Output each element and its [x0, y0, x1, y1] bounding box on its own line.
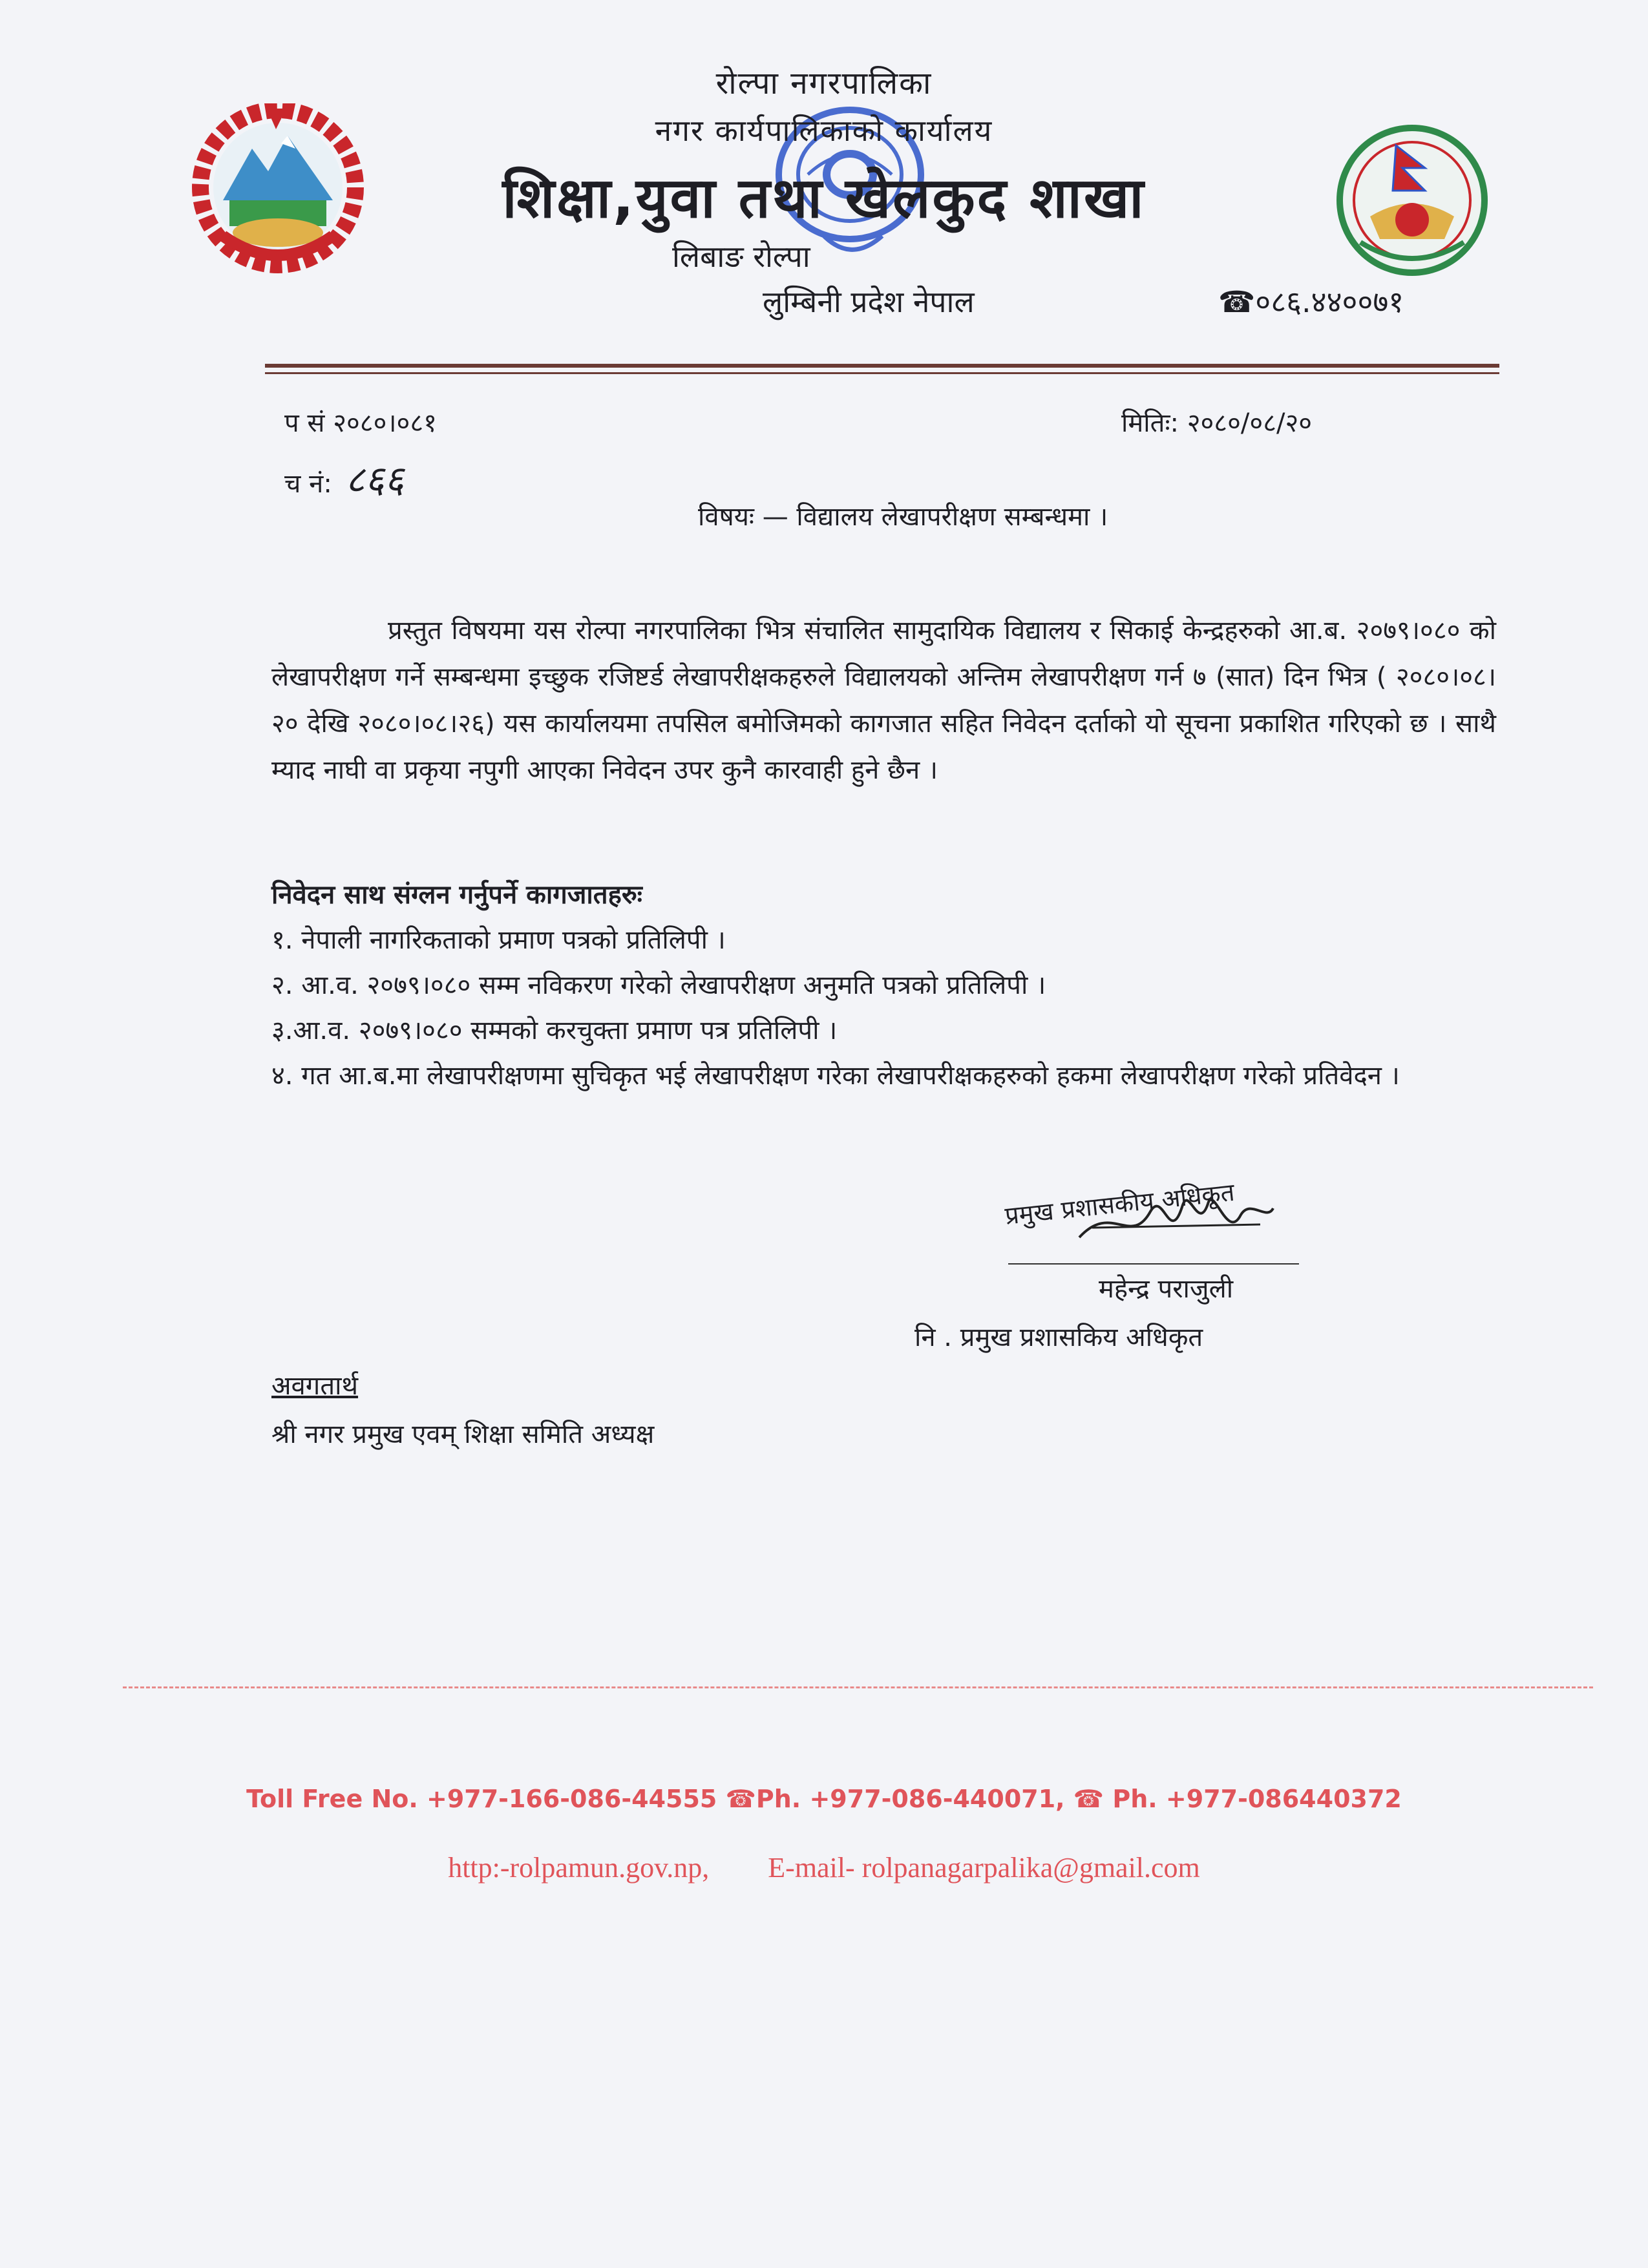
office-place: लिबाङ रोल्पा	[672, 239, 810, 274]
list-item: १. नेपाली नागरिकताको प्रमाण पत्रको प्रतिलिपी ।	[271, 925, 726, 955]
body-paragraph: प्रस्तुत विषयमा यस रोल्पा नगरपालिका भित्र संचालित सामुदायिक विद्यालय र सिकाई केन्द्रहरुको आ.ब. २०७९।०८० को लेखापरीक्षण गर्ने सम्बन्धमा इच्छुक रजिष्टर्ड लेखापरीक्षकहरुले विद्यालयको अन्तिम लेखापरीक्षण गर्न ७ (सात) दिन भित्र ( २०८०।०८।२० देखि २०८०।०८।२६) यस कार्यालयमा तपसिल बमोजिमको कागजात सहित निवेदन दर्ताको यो सूचना प्रकाशित गरिएको छ । साथै म्याद नाघी वा प्रकृया नपुगी आएका निवेदन उपर कुनै कारवाही हुने छैन ।	[271, 616, 1496, 785]
reference-number: प सं २०८०।०८१	[284, 408, 437, 438]
signatory-title: प्रमुख प्रशासकीय अधिकृत	[1003, 1177, 1236, 1230]
office-phone: ☎०८६.४४००७१	[1218, 284, 1404, 319]
attachments-list	[271, 918, 1496, 1098]
list-item: ३.आ.व. २०७९।०८० सम्मको करचुक्ता प्रमाण पत्र प्रतिलिपी ।	[271, 1016, 838, 1045]
header-rule-thin	[265, 372, 1499, 374]
attachments-heading: निवेदन साथ संग्लन गर्नुपर्ने कागजातहरुः	[271, 880, 642, 910]
cc-recipient: श्री नगर प्रमुख एवम् शिक्षा समिति अध्यक्ष	[271, 1420, 655, 1449]
footer-contact	[0, 1851, 1648, 1884]
footer-phone-numbers: Toll Free No. +977-166-086-44555 ☎Ph. +977-086-440071, ☎ Ph. +977-086440372	[246, 1785, 1402, 1813]
office-name: नगर कार्यपालिकाको कार्यालय	[655, 113, 993, 148]
municipality-name: रोल्पा नगरपालिका	[715, 65, 933, 101]
letter-date: मितिः: २०८०/०८/२०	[1121, 408, 1313, 438]
footer-email: E-mail- rolpanagarpalika@gmail.com	[768, 1852, 1200, 1884]
section-name: शिक्षा,युवा तथा खेलकुद शाखा	[502, 166, 1146, 231]
signatory-name: महेन्द्र पराजुली	[1099, 1274, 1234, 1304]
signature-line	[1008, 1263, 1299, 1265]
cc-heading: अवगतार्थ	[271, 1371, 359, 1401]
dispatch-number-handwritten: ८६६	[345, 457, 404, 501]
dispatch-number	[284, 452, 404, 503]
signatory-for-line: नि . प्रमुख प्रशासकिय अधिकृत	[914, 1323, 1203, 1352]
footer-website: http:-rolpamun.gov.np,	[448, 1852, 710, 1884]
list-item: ४. गत आ.ब.मा लेखापरीक्षणमा सुचिकृत भई लेखापरीक्षण गरेका लेखापरीक्षकहरुको हकमा लेखापरीक्षण गरेको प्रतिवेदन ।	[271, 1061, 1400, 1091]
footer-divider	[123, 1686, 1593, 1688]
dispatch-label: च नं:	[284, 469, 332, 499]
office-province: लुम्बिनी प्रदेश नेपाल	[763, 284, 975, 319]
letter-subject: विषयः — विद्यालय लेखापरीक्षण सम्बन्धमा ।	[698, 502, 1108, 532]
header-rule	[265, 364, 1499, 368]
list-item: २. आ.व. २०७९।०८० सम्म नविकरण गरेको लेखापरीक्षण अनुमति पत्रको प्रतिलिपी ।	[271, 971, 1046, 1000]
